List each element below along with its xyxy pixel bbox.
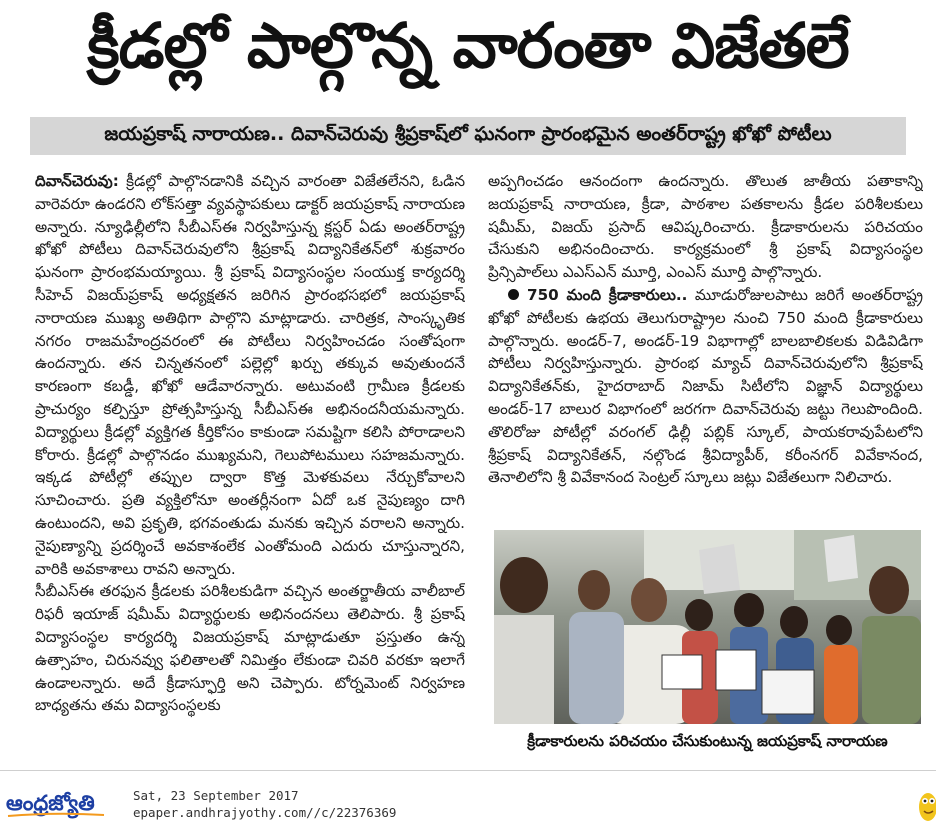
mascot-icon	[912, 785, 936, 825]
photo-illustration	[494, 530, 921, 724]
news-photo	[494, 530, 921, 724]
left-paragraph-1-text: క్రీడల్లో పాల్గొనడానికి వచ్చిన వారంతా విజేతలేనని, ఓడిన వారెవరూ ఉండరని లోక్‌సత్తా వ్యవస్థాపకులు డాక్టర్‌ జయప్రకాష్‌ నారాయణ అన్నారు. న్యూఢిల్లీలోని సీబీఎస్‌ఈ నిర్వహిస్తున్న క్లస్టర్‌ ఏడు అంతర్‌రాష్ట్ర ఖోఖో పోటీలు దివాన్‌చెరువులోని శ్రీప్రకాష్‌ విద్యానికేతన్‌లో శుక్రవారం ఘనంగా ప్రారంభమయ్యాయి. శ్రీ ప్రకాష్‌ విద్యాసంస్థల సంయుక్త కార్యదర్శి సీహెచ్‌ విజయ్‌ప్రకాష్‌ అధ్యక్షతన జరిగిన ప్రారంభసభలో జయప్రకాష్‌ నారాయణ ముఖ్య అతిథిగా పాల్గొని మాట్లాడారు. చారిత్రక, సాంస్కృతిక నగరం రాజమహేంద్రవరంలో ఈ పోటీలు నిర్వహించడం సంతోషంగా ఉందన్నారు. తన చిన్నతనంలో పల్లెల్లో ఖర్చు తక్కువ అవుతుందనే కారణంగా కబడ్డీ, ఖోఖో ఆడేవారన్నారు. అటువంటి గ్రామీణ క్రీడలకు ప్రాచుర్యం కల్పిస్తూ ప్రోత్సహిస్తున్న సీబీఎస్‌ఈ అభినందనీయమన్నారు. విద్యార్థులు క్రీడల్లో వ్యక్తిగత కీర్తికోసం కాకుండా సమష్టిగా కలిసి పోరాడాలని కోరారు. క్రీడల్లో పాల్గొనడం ముఖ్యమని, గెలుపోటములు సహజమన్నారు. ఇక్కడ పోటీల్లో తప్పుల ద్వారా కొత్త మెళకువలు నేర్చుకోవాలని సూచించారు. ప్రతి వ్యక్తిలోనూ అంతర్లీనంగా ఏదో ఒక నైపుణ్యం దాగి ఉంటుందని, అవి ప్రకృతి, భగవంతుడు మనకు ఇచ్చిన వరాలని అన్నారు. నైపుణ్యాన్ని ప్రదర్శించే అవకాశంలేక ఎంతోమంది ఎదురు చూస్తున్నారని, వారికి అవకాశాలు రావని అన్నారు.	[35, 172, 465, 578]
right-column	[488, 170, 923, 522]
dateline: దివాన్‌చెరువు:	[35, 172, 119, 190]
left-paragraph-2: సీబీఎస్‌ఈ తరఫున క్రీడలకు పరిశీలకుడిగా వచ్చిన అంతర్జాతీయ వాలీబాల్‌ రిఫరీ ఇయాజ్‌ షమీమ్‌ విద్యార్థులకు అభినందనలు తెలిపారు. శ్రీ ప్రకాష్‌ విద్యాసంస్థల కార్యదర్శి విజయప్రకాష్‌ మాట్లాడుతూ ప్రస్తుతం ఉన్న ఉత్సాహం, చిరునవ్వు ఫలితాలతో నిమిత్తం లేకుండా చివరి వరకూ ఇలాగే ఉండాలన్నారు. అదే క్రీడాస్ఫూర్తి అని చెప్పారు. టోర్నమెంట్‌ నిర్వహణ బాధ్యతను తమ విద్యాసంస్థలకు	[35, 582, 465, 715]
footer-divider	[0, 770, 936, 771]
edition-date: Sat, 23 September 2017	[133, 788, 299, 803]
bullet-heading: 750 మంది క్రీడాకారులు..	[527, 285, 688, 304]
article-subheadline: జయప్రకాష్‌ నారాయణ.. దివాన్‌చెరువు శ్రీప్రకాష్‌లో ఘనంగా ప్రారంభమైన అంతర్‌రాష్ట్ర ఖోఖో పోటీలు	[30, 117, 906, 155]
article-headline: క్రీడల్లో పాల్గొన్న వారంతా విజేతలే	[87, 8, 849, 82]
epaper-url[interactable]: epaper.andhrajyothy.com//c/22376369	[133, 805, 397, 820]
right-paragraph-2	[488, 284, 923, 489]
bullet-text: మూడురోజులపాటు జరిగే అంతర్‌రాష్ట్ర ఖోఖో పోటీలకు ఉభయ తెలుగురాష్ట్రాల నుంచి 750 మంది క్రీడాకారులు పాల్గొన్నారు. అండర్‌-7, అండర్‌-19 విభాగాల్లో బాలబాలికలకు విడివిడిగా పోటీలు నిర్వహిస్తున్నారు. ప్రారంభ మ్యాచ్‌ దివాన్‌చెరువులోని శ్రీప్రకాష్‌ విద్యానికేతన్‌కు, హైదరాబాద్‌ నిజామ్‌ సిటీలోని విజ్ఞాన్‌ విద్యార్థులు అండర్‌-17 బాలుర విభాగంలో జరగగా దివాన్‌చెరువు జట్టు గెలుపొందింది. తొలిరోజు పోటీల్లో వరంగల్‌ ఢిల్లీ పబ్లిక్‌ స్కూల్‌, పాయకరావుపేటలోని శ్రీప్రకాష్‌ విద్యానికేతన్‌, నల్గొండ శ్రీవిద్యాపీఠ్‌, కరీంనగర్‌ వివేకానంద, తెనాలిలోని శ్రీ వివేకానంద సెంట్రల్‌ స్కూలు జట్లు విజేతలుగా నిలిచారు.	[488, 285, 923, 487]
right-paragraph-1: అప్పగించడం ఆనందంగా ఉందన్నారు. తొలుత జాతీయ పతాకాన్ని జయప్రకాష్‌ నారాయణ, క్రీడా, పాఠశాల పతకాలను క్రీడల పరిశీలకులు షమీమ్‌, విజయ్‌ ప్రసాద్‌ ఆవిష్కరించారు. క్రీడాకారులను పరిచయం చేసుకుని అభినందించారు. కార్యక్రమంలో శ్రీ ప్రకాష్‌ విద్యాసంస్థల ప్రిన్సిపాల్‌లు ఎఎస్‌ఎన్‌ మూర్తి, ఎంఎస్‌ మూర్తి పాల్గొన్నారు.	[488, 172, 923, 282]
logo-swish-icon	[6, 812, 106, 818]
left-paragraph-1	[35, 170, 465, 580]
photo-caption: క్రీడాకారులను పరిచయం చేసుకుంటున్న జయప్రకాష్‌ నారాయణ	[527, 732, 888, 750]
footer-meta	[133, 787, 396, 821]
newspaper-logo: ఆంధ్రజ్యోతి	[6, 791, 95, 815]
left-column	[35, 170, 465, 758]
bullet-dot-icon	[508, 289, 519, 300]
